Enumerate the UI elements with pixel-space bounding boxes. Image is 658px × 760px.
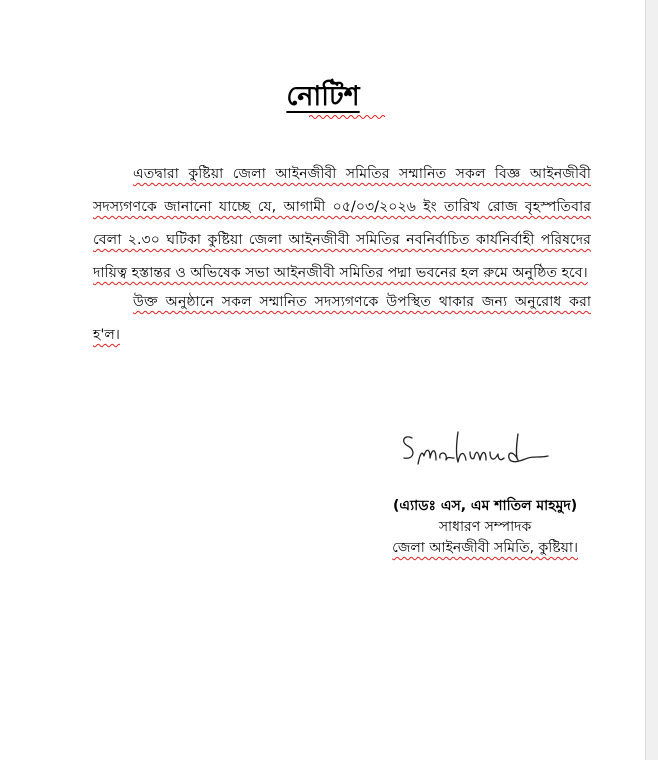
paragraph-1-text: এতদ্বারা কুষ্টিয়া জেলা আইনজীবী সমিতির সম্মানিত সকল বিজ্ঞ আইনজীবী সদস্যগণকে জানানো যাচ্ছে যে, আগামী ০৫/০৩/২০২৬ ইং তারিখ রোজ বৃহস্পতিবার বেলা ২.৩০ ঘটিকা কুষ্টিয়া জেলা আইনজীবী সমিতির নবনির্বাচিত কার্যনির্বাহী পরিষদের দায়িত্ব হস্তান্তর ও অভিষেক সভা আইনজীবী সমিতির পদ্মা ভবনের হল রুমে অনুষ্ঠিত হবে। bbox=[93, 166, 591, 281]
notice-paragraph-2 bbox=[93, 286, 591, 352]
signer-organization: জেলা আইনজীবী সমিতি, কুষ্টিয়া। bbox=[392, 540, 578, 556]
vertical-scrollbar[interactable] bbox=[645, 0, 658, 760]
signer-block bbox=[392, 496, 578, 559]
signer-name: (এ্যাডঃ এস, এম শাতিল মাহমুদ) bbox=[393, 498, 578, 514]
notice-body bbox=[93, 158, 591, 352]
notice-paragraph-1 bbox=[93, 158, 591, 290]
notice-title-text: নোটিশ bbox=[286, 81, 360, 112]
spellcheck-underline bbox=[309, 114, 385, 119]
paragraph-2-text: উক্ত অনুষ্ঠানে সকল সম্মানিত সদস্যগণকে উপস্থিত থাকার জন্য অনুরোধ করা হ'ল। bbox=[93, 294, 591, 343]
signer-designation: সাধারণ সম্পাদক bbox=[438, 519, 532, 535]
handwritten-signature bbox=[398, 428, 558, 470]
